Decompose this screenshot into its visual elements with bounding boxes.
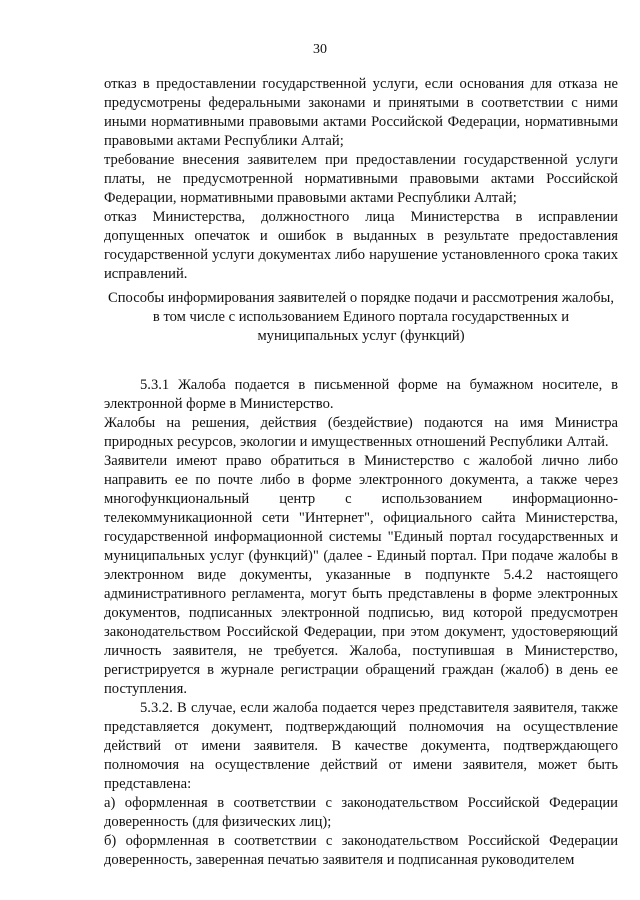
paragraph-submission-methods: Заявители имеют право обратиться в Министерство с жалобой лично либо направить ее по почте либо в форме электронного документа, а также через многофункциональный центр с использованием информационно-телекоммуникационной сети "Интернет", официального сайта Министерства, государственной информационной системы "Единый портал государственных и муниципальных услуг (функций)" (далее - Единый портал. При подаче жалобы в электронном виде документы, указанные в подпункте 5.4.2 настоящего административного регламента, могут быть представлены в форме электронных документов, подписанных электронной подписью, вид которой предусмотрен законодательством Российской Федерации, при этом документ, удостоверяющий личность заявителя, не требуется. Жалоба, поступившая в Министерство, регистрируется в журнале регистрации обращений граждан (жалоб) в день ее поступления. (104, 453, 618, 697)
paragraph-5-3-1: 5.3.1 Жалоба подается в письменной форме на бумажном носителе, в электронной форме в Министерство. (104, 377, 618, 412)
paragraph-fee-requirement: требование внесения заявителем при предоставлении государственной услуги платы, не предусмотренной нормативными правовыми актами Российской Федерации, нормативными правовыми актами Республики Алтай; (104, 152, 618, 206)
main-text-block (104, 376, 618, 870)
list-item-a: а) оформленная в соответствии с законодательством Российской Федерации доверенность (для физических лиц); (104, 795, 618, 830)
page-number: 30 (313, 42, 327, 57)
section-heading: Способы информирования заявителей о порядке подачи и рассмотрения жалобы, в том числе с использованием Единого портала государственных и муниципальных услуг (функций) (108, 290, 614, 344)
paragraph-refusal-grounds: отказ в предоставлении государственной услуги, если основания для отказа не предусмотрены федеральными законами и принятыми в соответствии с ними иными нормативными правовыми актами Российской Федерации, нормативными правовыми актами Республики Алтай; (104, 76, 618, 149)
paragraph-complaint-addressee: Жалобы на решения, действия (бездействие) подаются на имя Министра природных ресурсов, экологии и имущественных отношений Республики Алтай. (104, 415, 618, 450)
list-item-b: б) оформленная в соответствии с законодательством Российской Федерации доверенность, заверенная печатью заявителя и подписанная руководителем (104, 833, 618, 868)
top-text-block (104, 75, 618, 284)
paragraph-5-3-2: 5.3.2. В случае, если жалоба подается через представителя заявителя, также представляется документ, подтверждающий полномочия на осуществление действий от имени заявителя. В качестве документа, подтверждающего полномочия на осуществление действий от имени заявителя, может быть представлена: (104, 700, 618, 792)
paragraph-correction-refusal: отказ Министерства, должностного лица Министерства в исправлении допущенных опечаток и ошибок в выданных в результате предоставления государственной услуги документах либо нарушение установленного срока таких исправлений. (104, 209, 618, 282)
section-heading-block (104, 289, 618, 346)
